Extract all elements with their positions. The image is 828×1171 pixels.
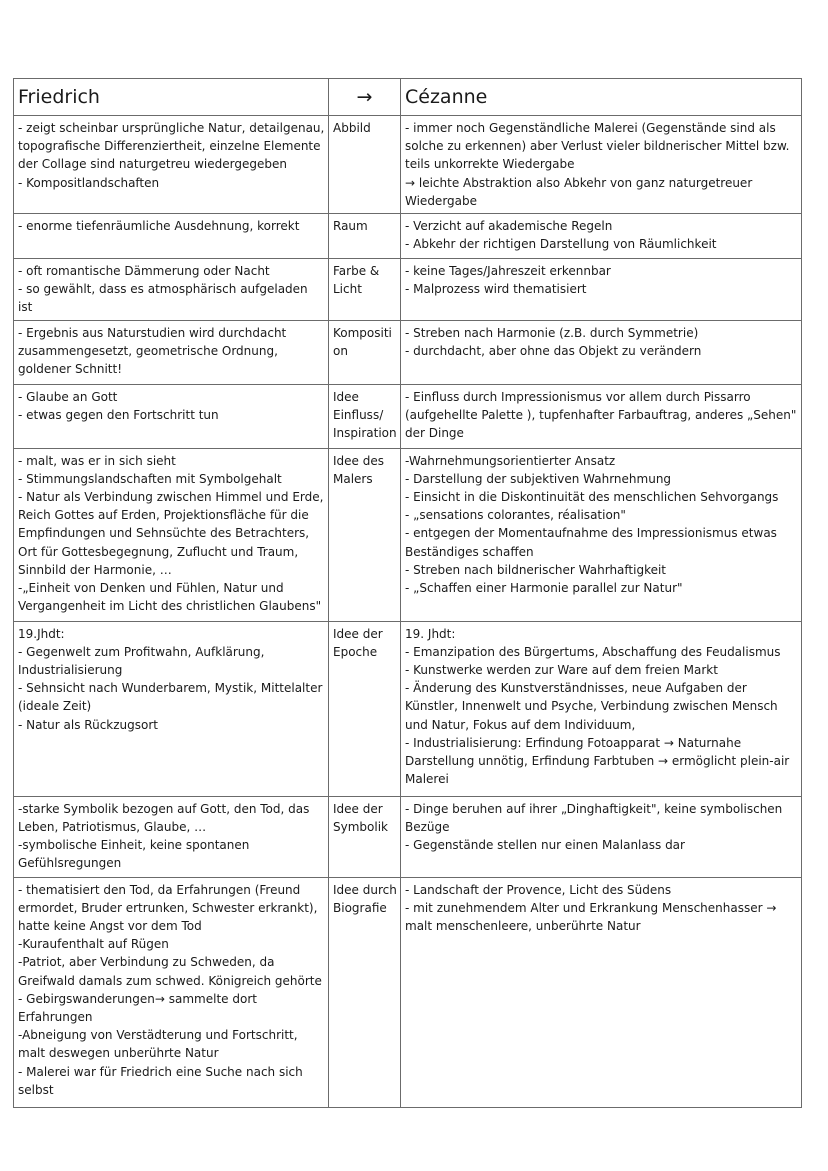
comparison-table xyxy=(13,78,802,1108)
table-row xyxy=(14,214,802,259)
aspect-cell: Idee der Symbolik xyxy=(329,796,401,877)
comparison-sheet xyxy=(13,78,801,1108)
cezanne-cell: - Verzicht auf akademische Regeln - Abkehr der richtigen Darstellung von Räumlichkeit xyxy=(401,214,802,259)
cezanne-cell: - Streben nach Harmonie (z.B. durch Symmetrie) - durchdacht, aber ohne das Objekt zu verändern xyxy=(401,320,802,384)
cezanne-cell: - immer noch Gegenständliche Malerei (Gegenstände sind als solche zu erkennen) aber Verlust vieler bildnerischer Mittel bzw. teils unkorrekte Wiedergabe → leichte Abstraktion also Abkehr von ganz naturgetreuer Wiedergabe xyxy=(401,116,802,214)
table-row xyxy=(14,796,802,877)
aspect-cell: Abbild xyxy=(329,116,401,214)
cezanne-cell: - Einfluss durch Impressionismus vor allem durch Pissarro (aufgehellte Palette ), tupfenhafter Farbauftrag, anderes „Sehen" der Dinge xyxy=(401,384,802,448)
header-arrow: → xyxy=(329,79,401,116)
aspect-cell: Idee des Malers xyxy=(329,448,401,621)
aspect-cell: Idee der Epoche xyxy=(329,621,401,796)
cezanne-cell: -Wahrnehmungsorientierter Ansatz - Darstellung der subjektiven Wahrnehmung - Einsicht in die Diskontinuität des menschlichen Sehvorgangs - „sensations colorantes, réalisation" - entgegen der Momentaufnahme des Impressionismus etwas Beständiges schaffen - Streben nach bildnerischer Wahrhaftigkeit - „Schaffen einer Harmonie parallel zur Natur" xyxy=(401,448,802,621)
table-row xyxy=(14,448,802,621)
aspect-cell: Idee durch Biografie xyxy=(329,877,401,1107)
friedrich-cell: - Ergebnis aus Naturstudien wird durchdacht zusammengesetzt, geometrische Ordnung, goldener Schnitt! xyxy=(14,320,329,384)
friedrich-cell: 19.Jhdt: - Gegenwelt zum Profitwahn, Aufklärung, Industrialisierung - Sehnsicht nach Wunderbarem, Mystik, Mittelalter (ideale Zeit) - Natur als Rückzugsort xyxy=(14,621,329,796)
table-row xyxy=(14,320,802,384)
friedrich-cell: - enorme tiefenräumliche Ausdehnung, korrekt xyxy=(14,214,329,259)
aspect-cell: Kompositi on xyxy=(329,320,401,384)
cezanne-cell: - Dinge beruhen auf ihrer „Dinghaftigkeit", keine symbolischen Bezüge - Gegenstände stellen nur einen Malanlass dar xyxy=(401,796,802,877)
cezanne-cell: 19. Jhdt: - Emanzipation des Bürgertums, Abschaffung des Feudalismus - Kunstwerke werden zur Ware auf dem freien Markt - Änderung des Kunstverständnisses, neue Aufgaben der Künstler, Innenwelt und Psyche, Verbindung zwischen Mensch und Natur, Fokus auf dem Individuum, - Industrialisierung: Erfindung Fotoapparat → Naturnahe Darstellung unnötig, Erfindung Farbtuben → ermöglicht plein-air Malerei xyxy=(401,621,802,796)
table-row xyxy=(14,621,802,796)
cezanne-cell: - Landschaft der Provence, Licht des Südens - mit zunehmendem Alter und Erkrankung Menschenhasser → malt menschenleere, unberührte Natur xyxy=(401,877,802,1107)
friedrich-cell: -starke Symbolik bezogen auf Gott, den Tod, das Leben, Patriotismus, Glaube, … -symbolische Einheit, keine spontanen Gefühlsregungen xyxy=(14,796,329,877)
friedrich-cell: - thematisiert den Tod, da Erfahrungen (Freund ermordet, Bruder ertrunken, Schwester erkrankt), hatte keine Angst vor dem Tod -Kuraufenthalt auf Rügen -Patriot, aber Verbindung zu Schweden, da Greifwald damals zum schwed. Königreich gehörte - Gebirgswanderungen→ sammelte dort Erfahrungen -Abneigung von Verstädterung und Fortschritt, malt deswegen unberührte Natur - Malerei war für Friedrich eine Suche nach sich selbst xyxy=(14,877,329,1107)
aspect-cell: Idee Einfluss/ Inspiration xyxy=(329,384,401,448)
aspect-cell: Raum xyxy=(329,214,401,259)
friedrich-cell: - zeigt scheinbar ursprüngliche Natur, detailgenau, topografische Differenziertheit, einzelne Elemente der Collage sind naturgetreu wiedergegeben - Kompositlandschaften xyxy=(14,116,329,214)
friedrich-cell: - malt, was er in sich sieht - Stimmungslandschaften mit Symbolgehalt - Natur als Verbindung zwischen Himmel und Erde, Reich Gottes auf Erden, Projektionsfläche für die Empfindungen und Sehnsüchte des Betrachters, Ort für Gottesbegegnung, Zuflucht und Traum, Sinnbild der Harmonie, … -„Einheit von Denken und Fühlen, Natur und Vergangenheit im Licht des christlichen Glaubens" xyxy=(14,448,329,621)
table-row xyxy=(14,259,802,321)
table-row xyxy=(14,384,802,448)
header-row xyxy=(14,79,802,116)
aspect-cell: Farbe & Licht xyxy=(329,259,401,321)
friedrich-cell: - Glaube an Gott - etwas gegen den Fortschritt tun xyxy=(14,384,329,448)
header-friedrich: Friedrich xyxy=(14,79,329,116)
header-cezanne: Cézanne xyxy=(401,79,802,116)
cezanne-cell: - keine Tages/Jahreszeit erkennbar - Malprozess wird thematisiert xyxy=(401,259,802,321)
friedrich-cell: - oft romantische Dämmerung oder Nacht - so gewählt, dass es atmosphärisch aufgeladen ist xyxy=(14,259,329,321)
table-row xyxy=(14,116,802,214)
table-row xyxy=(14,877,802,1107)
